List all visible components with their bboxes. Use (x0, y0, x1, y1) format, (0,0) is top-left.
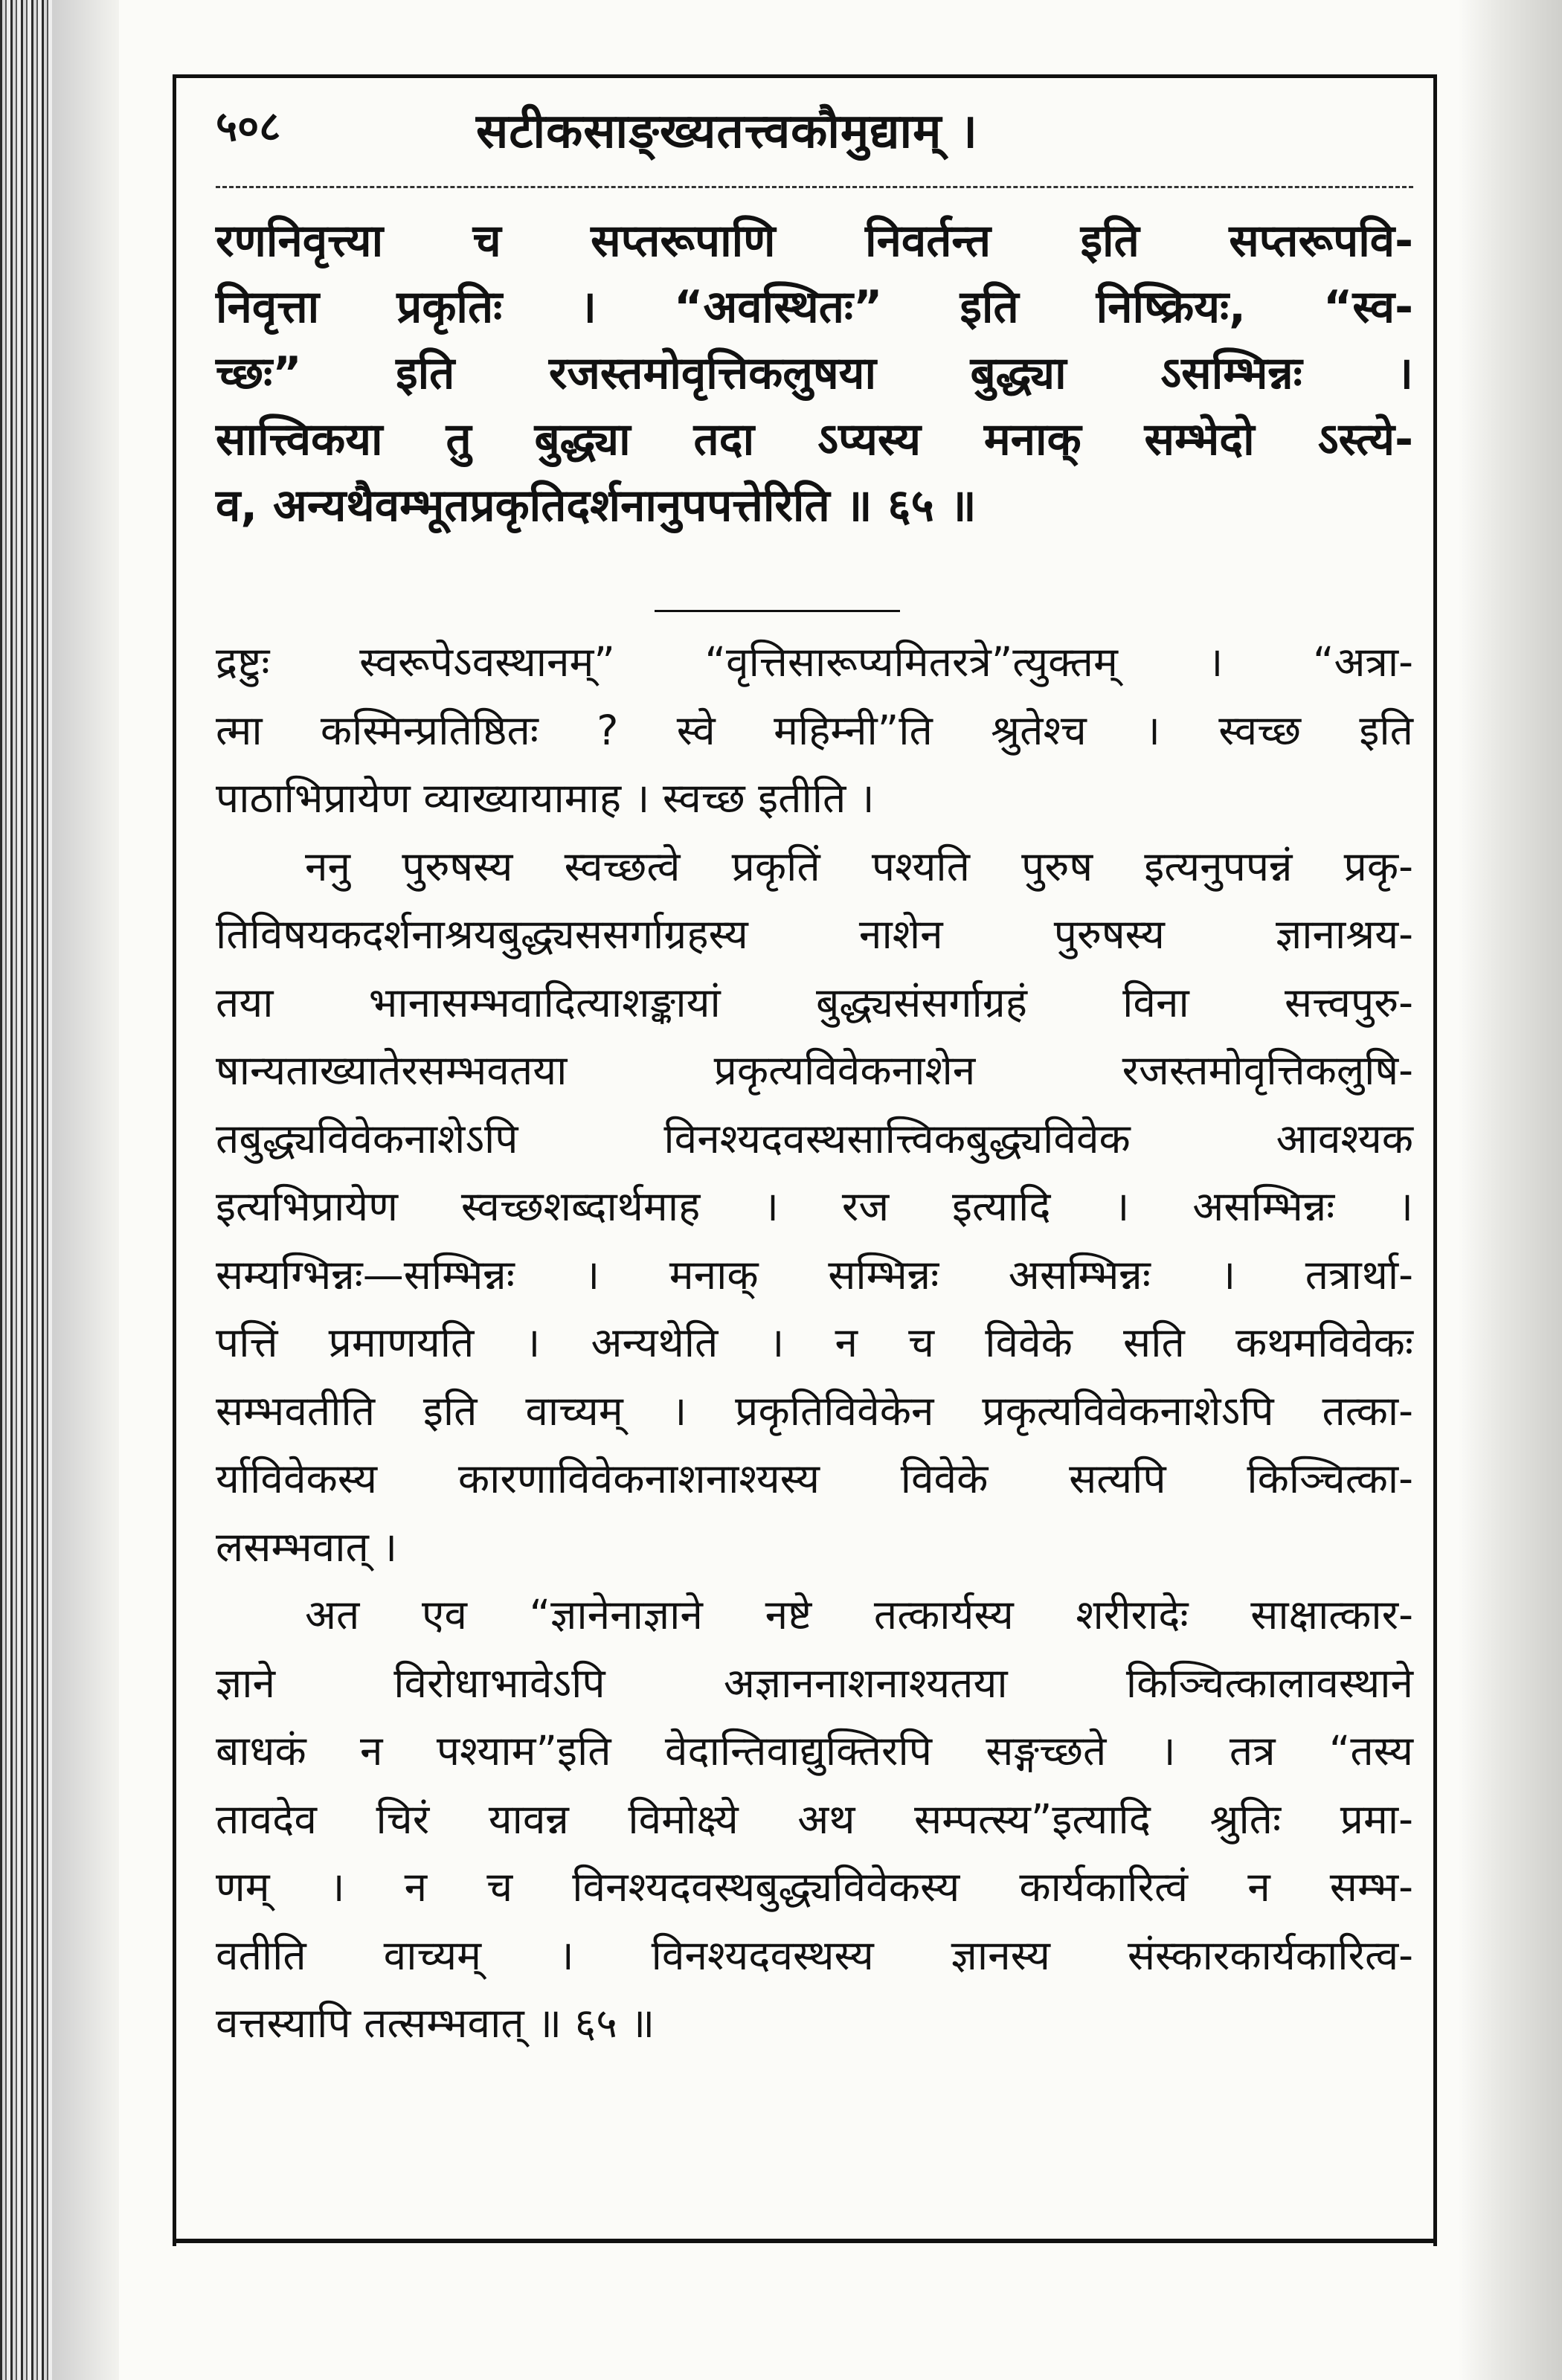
commentary-line: लसम्भवात् । (216, 1522, 398, 1571)
commentary-line: र्याविवेकस्य कारणाविवेकनाशनाश्यस्य विवेके सत्यपि किञ्चित्का- (216, 1455, 1413, 1502)
root-text-line: रणनिवृत्त्या च सप्तरूपाणि निवर्तन्त इति सप्तरूपवि- (216, 215, 1413, 267)
commentary-line: तया भानासम्भवादित्याशङ्कायां बुद्ध्यसंसर्गाग्रहं विना सत्त्वपुरु- (216, 978, 1413, 1026)
root-text-block (216, 208, 1413, 539)
root-text-line: व, अन्यथैवम्भूतप्रकृतिदर्शनानुपपत्तेरिति ॥ ६५ ॥ (216, 480, 977, 532)
header-rule (216, 186, 1413, 188)
commentary-line: पाठाभिप्रायेण व्याख्यायामाह । स्वच्छ इतीति । (216, 774, 875, 822)
commentary-line: सम्यग्भिन्नः—सम्भिन्नः । मनाक् सम्भिन्नः असम्भिन्नः । तत्रार्था- (216, 1250, 1413, 1299)
commentary-line: द्रष्टुः स्वरूपेऽवस्थानम्” “वृत्तिसारूप्यमितरत्रे”त्युक्तम् । “अत्रा- (216, 638, 1413, 686)
gutter-shadow (52, 0, 119, 2380)
commentary-line: तावदेव चिरं यावन्न विमोक्ष्ये अथ सम्पत्स्य”इत्यादि श्रुतिः प्रमा- (216, 1795, 1413, 1843)
commentary-line: पत्तिं प्रमाणयति । अन्यथेति । न च विवेके सति कथमविवेकः (216, 1319, 1413, 1366)
commentary-block (216, 628, 1413, 2058)
section-divider (655, 610, 900, 612)
commentary-line: ननु पुरुषस्य स्वच्छत्वे प्रकृतिं पश्यति पुरुष इत्यनुपपन्नं प्रकृ- (305, 842, 1413, 890)
running-title: सटीकसाङ्ख्यतत्त्वकौमुद्याम् । (476, 104, 978, 159)
frame-bottom-rule (173, 2239, 1437, 2243)
page-edge-shadow (1458, 0, 1562, 2380)
commentary-line: णम् । न च विनश्यदवस्थबुद्ध्यविवेकस्य कार्यकारित्वं न सम्भ- (216, 1863, 1413, 1911)
commentary-line: वतीति वाच्यम् । विनश्यदवस्थस्य ज्ञानस्य संस्कारकार्यकारित्व- (216, 1931, 1413, 1979)
commentary-line: ज्ञाने विरोधाभावेऽपि अज्ञाननाशनाश्यतया किञ्चित्कालावस्थाने (216, 1659, 1414, 1707)
root-text-line: निवृत्ता प्रकृतिः । “अवस्थितः” इति निष्क्रियः, “स्व- (216, 281, 1413, 333)
root-text-line: च्छः” इति रजस्तमोवृत्तिकलुषया बुद्ध्या ऽसम्भिन्नः । (216, 347, 1413, 399)
commentary-line: बाधकं न पश्याम”इति वेदान्तिवाद्युक्तिरपि सङ्गच्छते । तत्र “तस्य (216, 1727, 1413, 1775)
commentary-line: सम्भवतीति इति वाच्यम् । प्रकृतिविवेकेन प्रकृत्यविवेकनाशेऽपि तत्का- (216, 1386, 1413, 1435)
book-binding-edge (0, 0, 52, 2380)
commentary-line: वत्तस्यापि तत्सम्भवात् ॥ ६५ ॥ (216, 1999, 655, 2047)
page-header (216, 82, 1406, 171)
commentary-line: अत एव “ज्ञानेनाज्ञाने नष्टे तत्कार्यस्य शरीरादेः साक्षात्कार- (305, 1591, 1413, 1638)
commentary-line: तिविषयकदर्शनाश्रयबुद्ध्यससर्गाग्रहस्य नाशेन पुरुषस्य ज्ञानाश्रय- (216, 910, 1413, 958)
commentary-line: इत्यभिप्रायेण स्वच्छशब्दार्थमाह । रज इत्यादि । असम्भिन्नः । (216, 1183, 1413, 1230)
commentary-line: त्मा कस्मिन्प्रतिष्ठितः ? स्वे महिम्नी”ति श्रुतेश्च । स्वच्छ इति (216, 706, 1413, 754)
page-number: ५०८ (216, 103, 281, 151)
commentary-line: षान्यताख्यातेरसम्भवतया प्रकृत्यविवेकनाशेन रजस्तमोवृत्तिकलुषि- (216, 1046, 1413, 1094)
commentary-line: तबुद्ध्यविवेकनाशेऽपि विनश्यदवस्थसात्त्विकबुद्ध्यविवेक आवश्यक (216, 1114, 1413, 1162)
frame-top-rule (173, 74, 1437, 78)
root-text-line: सात्त्विकया तु बुद्ध्या तदा ऽप्यस्य मनाक् सम्भेदो ऽस्त्ये- (216, 414, 1413, 466)
